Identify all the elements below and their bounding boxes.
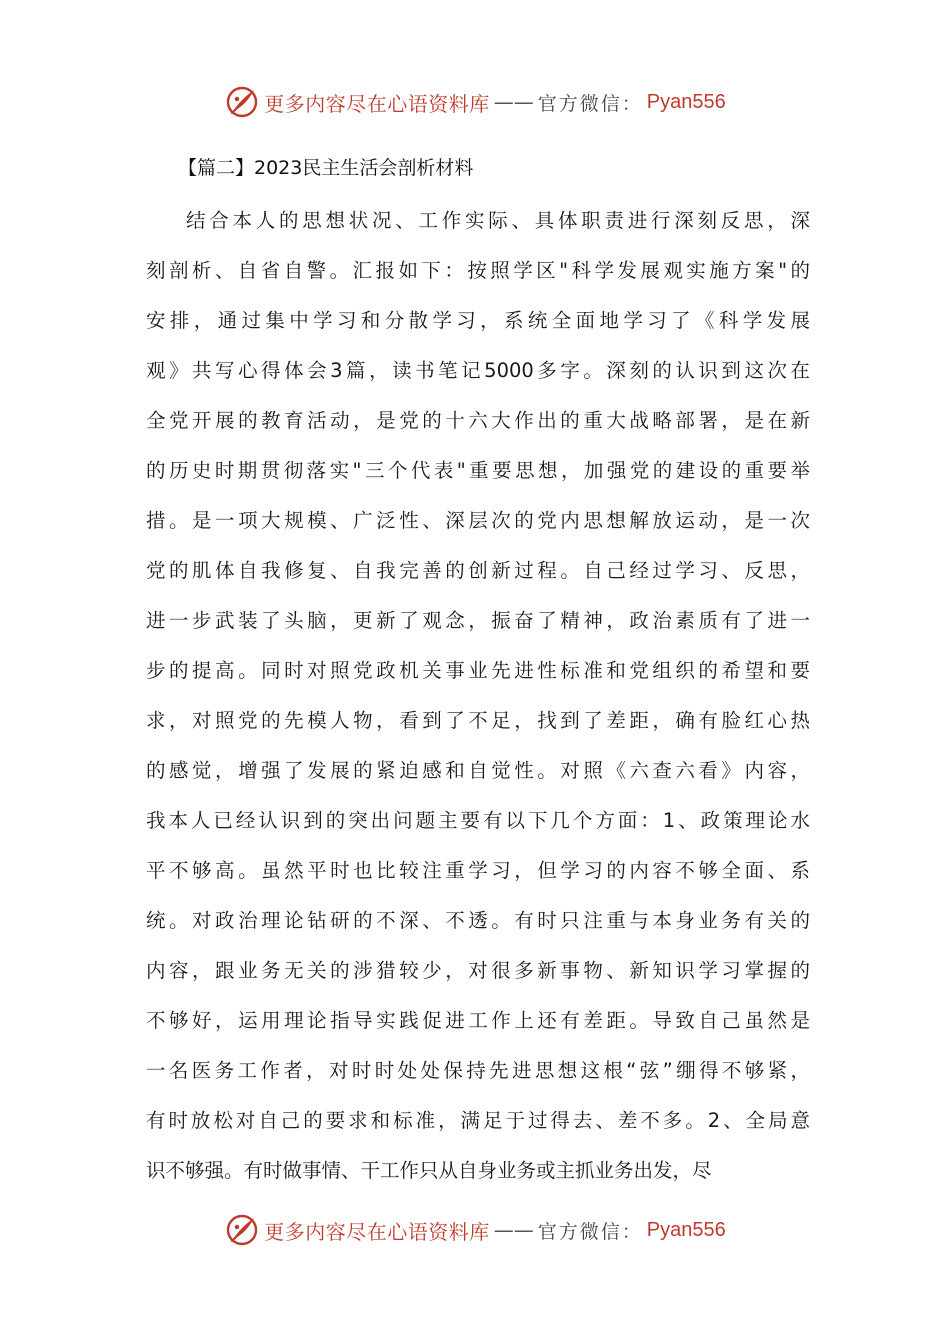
paragraph-line: 我本人已经认识到的突出问题主要有以下几个方面：1、政策理论水 [146, 809, 810, 832]
paragraph-line: 安排，通过集中学习和分散学习，系统全面地学习了《科学发展 [146, 309, 810, 332]
paragraph-line: 的历史时期贯彻落实"三个代表"重要思想，加强党的建设的重要举 [146, 459, 810, 482]
quill-logo-icon [224, 1212, 260, 1248]
banner-wechat-id: Pyan556 [646, 90, 726, 113]
banner-title: 更多内容尽在心语资料库 [264, 1219, 490, 1244]
paragraph-line: 步的提高。同时对照党政机关事业先进性标准和党组织的希望和要 [146, 659, 810, 682]
header-banner [0, 80, 950, 124]
banner-wechat-id: Pyan556 [646, 1218, 726, 1241]
paragraph-line: 内容，跟业务无关的涉猎较少，对很多新事物、新知识学习掌握的 [146, 959, 810, 982]
paragraph-line: 刻剖析、自省自警。汇报如下：按照学区"科学发展观实施方案"的 [146, 259, 810, 282]
paragraph-line: 的感觉，增强了发展的紧迫感和自觉性。对照《六查六看》内容， [146, 759, 810, 782]
banner-wechat-label: 官方微信： [537, 92, 643, 115]
paragraph-line: 结合本人的思想状况、工作实际、具体职责进行深刻反思，深 [186, 209, 810, 232]
paragraph-line: 不够好，运用理论指导实践促进工作上还有差距。导致自己虽然是 [146, 1009, 810, 1032]
paragraph-line: 识不够强。有时做事情、干工作只从自身业务或主抓业务出发，尽 [146, 1159, 712, 1182]
banner-wechat-label: 官方微信： [537, 1220, 643, 1243]
paragraph-line: 平不够高。虽然平时也比较注重学习，但学习的内容不够全面、系 [146, 859, 810, 882]
banner-dash: —— [493, 90, 534, 114]
document-body [146, 196, 810, 1196]
paragraph-line: 一名医务工作者，对时时处处保持先进思想这根“弦”绷得不够紧， [146, 1059, 810, 1082]
paragraph-line: 全党开展的教育活动，是党的十六大作出的重大战略部署，是在新 [146, 409, 810, 432]
paragraph-line: 观》共写心得体会3篇，读书笔记5000多字。深刻的认识到这次在 [146, 359, 810, 382]
quill-logo-icon [224, 84, 260, 120]
footer-banner-content [224, 1212, 725, 1248]
paragraph-line: 有时放松对自己的要求和标准，满足于过得去、差不多。2、全局意 [146, 1109, 810, 1132]
paragraph-line: 措。是一项大规模、广泛性、深层次的党内思想解放运动，是一次 [146, 509, 810, 532]
paragraph-line: 统。对政治理论钻研的不深、不透。有时只注重与本身业务有关的 [146, 909, 810, 932]
footer-banner [0, 1208, 950, 1252]
paragraph-line: 求，对照党的先模人物，看到了不足，找到了差距，确有脸红心热 [146, 709, 810, 732]
paragraph-line: 党的肌体自我修复、自我完善的创新过程。自己经过学习、反思， [146, 559, 810, 582]
document-title: 【篇二】2023民主生活会剖析材料 [178, 157, 474, 179]
header-banner-content [224, 84, 725, 120]
banner-title: 更多内容尽在心语资料库 [264, 91, 490, 116]
paragraph-line: 进一步武装了头脑，更新了观念，振奋了精神，政治素质有了进一 [146, 609, 810, 632]
banner-dash: —— [493, 1218, 534, 1242]
